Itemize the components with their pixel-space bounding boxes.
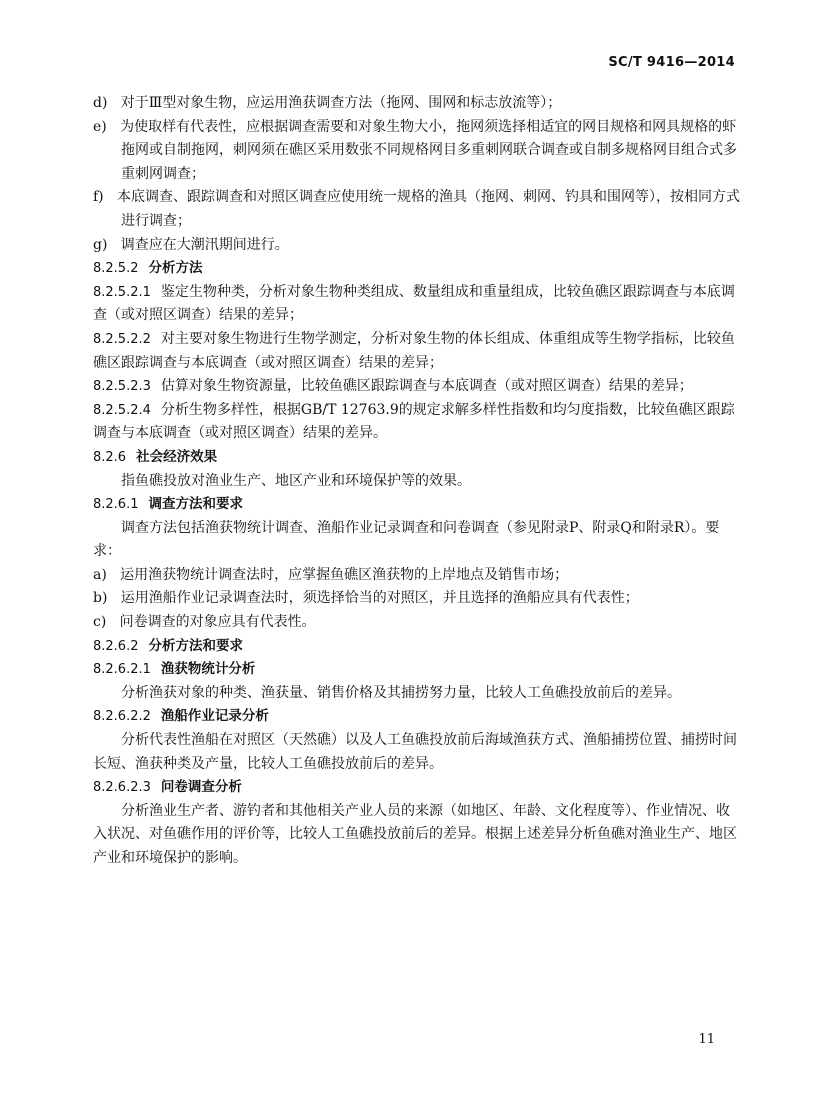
section-title: 问卷调查分析 xyxy=(160,779,242,796)
clause-number: 8.2.5.2.2 xyxy=(93,331,151,347)
clause-text: 对主要对象生物进行生物学测定，分析对象生物的体长组成、体重组成等生物学指标，比较鱼礁区跟踪调查与本底调查（或对照区调查）结果的差异； xyxy=(93,330,735,371)
item-label: e) xyxy=(93,118,107,135)
item-label: b) xyxy=(93,590,108,607)
clause-8.2.5.2.1 xyxy=(93,281,743,328)
section-heading-826 xyxy=(93,446,743,470)
section-heading-82622 xyxy=(93,705,743,729)
section-text: 分析代表性渔船在对照区（天然礁）以及人工鱼礁投放前后海域渔获方式、渔船捕捞位置、捕捞时间长短、渔获种类及产量，比较人工鱼礁投放前后的差异。 xyxy=(93,732,737,772)
document-body xyxy=(93,92,743,871)
clause-text: 鉴定生物种类，分析对象生物种类组成、数量组成和重量组成，比较鱼礁区跟踪调查与本底调查（或对照区调查）结果的差异； xyxy=(93,283,735,324)
section-title: 分析方法和要求 xyxy=(148,637,243,654)
clause-text: 分析生物多样性，根据GB/T 12763.9的规定求解多样性指数和均匀度指数，比较鱼礁区跟踪调查与本底调查（或对照区调查）结果的差异。 xyxy=(93,401,735,442)
section-heading-8261 xyxy=(93,493,743,517)
clause-number: 8.2.5.2.4 xyxy=(93,402,151,418)
item-label: g) xyxy=(93,236,108,253)
clause-8.2.5.2.3 xyxy=(93,375,743,399)
item-label: c) xyxy=(93,614,107,631)
section-number: 8.2.6.2.3 xyxy=(93,780,151,796)
item-label: d) xyxy=(93,95,108,111)
list-item-f xyxy=(93,186,743,233)
item-text: 问卷调查的对象应具有代表性。 xyxy=(119,614,316,631)
clause-8.2.5.2.4 xyxy=(93,399,743,446)
list-item-c xyxy=(93,611,743,635)
section-heading-8252 xyxy=(93,257,743,281)
item-text: 运用渔船作业记录调查法时，须选择恰当的对照区，并且选择的渔船应具有代表性； xyxy=(120,590,639,607)
clause-text: 估算对象生物资源量，比较鱼礁区跟踪调查与本底调查（或对照区调查）结果的差异； xyxy=(160,378,693,395)
item-text: 调查应在大潮汛期间进行。 xyxy=(120,236,289,253)
section-number: 8.2.6.2.2 xyxy=(93,709,151,725)
section-title: 渔船作业记录分析 xyxy=(160,708,269,725)
section-heading-82621 xyxy=(93,658,743,682)
section-text: 指鱼礁投放对渔业生产、地区产业和环境保护等的效果。 xyxy=(121,472,471,489)
clause-number: 8.2.5.2.1 xyxy=(93,284,151,300)
section-title: 调查方法和要求 xyxy=(148,496,243,513)
list-item-b xyxy=(93,587,743,611)
standard-code: SC/T 9416—2014 xyxy=(608,55,735,70)
section-number: 8.2.6.2 xyxy=(93,638,139,654)
item-label: a) xyxy=(93,566,107,583)
section-title: 渔获物统计分析 xyxy=(160,661,256,678)
clause-8.2.5.2.2 xyxy=(93,328,743,375)
section-heading-82623 xyxy=(93,776,743,800)
section-text: 分析渔获对象的种类、渔获量、销售价格及其捕捞努力量，比较人工鱼礁投放前后的差异。 xyxy=(121,684,681,701)
section-text: 分析渔业生产者、游钓者和其他相关产业人员的来源（如地区、年龄、文化程度等）、作业情况、收入状况、对鱼礁作用的评价等，比较人工鱼礁投放前后的差异。根据上述差异分析鱼礁对渔业生产、地区产业和环境保护的影响。 xyxy=(93,802,737,866)
section-heading-8262 xyxy=(93,635,743,659)
item-text: 对于Ⅲ型对象生物，应运用渔获调查方法（拖网、围网和标志放流等）； xyxy=(120,95,562,111)
section-number: 8.2.6.2.1 xyxy=(93,662,151,678)
item-text: 本底调查、跟踪调查和对照区调查应使用统一规格的渔具（拖网、刺网、钓具和围网等），按相同方式进行调查； xyxy=(117,189,741,229)
section-number: 8.2.5.2 xyxy=(93,261,139,277)
item-text: 运用渔获物统计调查法时，应掌握鱼礁区渔获物的上岸地点及销售市场； xyxy=(120,566,569,583)
list-item-a xyxy=(93,564,743,588)
section-title: 社会经济效果 xyxy=(136,448,218,465)
item-text: 为使取样有代表性，应根据调查需要和对象生物大小，拖网须选择相适宜的网目规格和网具规格的虾拖网或自制拖网，刺网须在礁区采用数张不同规格网目多重刺网联合调查或自制多规格网目组合式多重刺网调查； xyxy=(120,118,737,182)
section-text: 调查方法包括渔获物统计调查、渔船作业记录调查和问卷调查（参见附录P、附录Q和附录R）。要求： xyxy=(93,519,720,560)
list-item-e xyxy=(93,116,743,187)
section-title: 分析方法 xyxy=(148,260,203,277)
clause-number: 8.2.5.2.3 xyxy=(93,379,151,395)
section-number: 8.2.6.1 xyxy=(93,497,139,513)
list-item-g xyxy=(93,234,743,258)
page-number: 11 xyxy=(698,1032,715,1047)
item-label: f) xyxy=(93,189,104,206)
list-item-d xyxy=(93,92,743,116)
section-number: 8.2.6 xyxy=(93,449,127,465)
